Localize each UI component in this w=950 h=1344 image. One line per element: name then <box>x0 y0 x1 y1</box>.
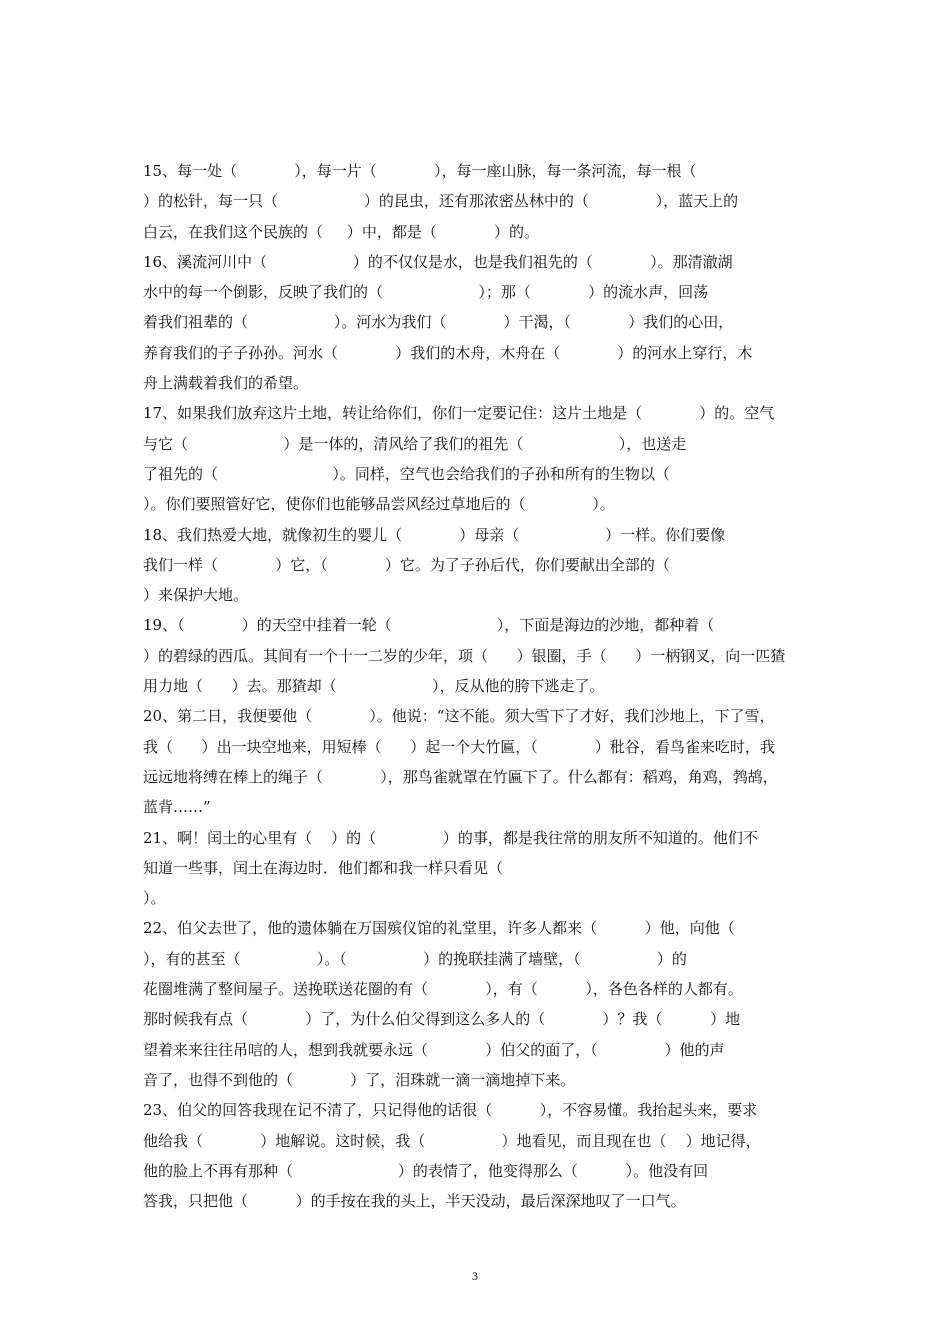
text-line: ）的碧绿的西瓜。其间有一个十一二岁的少年，项（ ）银圈，手（ ）一柄钢叉，向一匹猹 <box>143 646 786 665</box>
text-line: ）的松针，每一只（ ）的昆虫，还有那浓密丛林中的（ ），蓝天上的 <box>143 192 739 211</box>
text-line: ）。 <box>143 889 166 908</box>
document-body <box>143 156 815 1216</box>
text-line: 19、（ ）的天空中挂着一轮（ ），下面是海边的沙地，都种着（ <box>143 616 715 635</box>
text-line: 用力地（ ）去。那猹却（ ），反从他的胯下逃走了。 <box>143 677 605 696</box>
text-line: 白云，在我们这个民族的（ ）中，都是（ ）的。 <box>143 222 540 241</box>
text-line: 与它（ ）是一体的，清风给了我们的祖先（ ），也送走 <box>143 434 687 453</box>
text-line: 了祖先的（ ）。同样，空气也会给我们的子孙和所有的生物以（ <box>143 464 670 483</box>
text-line: 18、我们热爱大地，就像初生的婴儿（ ）母亲（ ）一样。你们要像 <box>143 525 726 544</box>
text-line: ），有的甚至（ ）。（ ）的挽联挂满了墙壁，（ ）的 <box>143 949 687 968</box>
text-line: 养育我们的子子孙孙。河水（ ）我们的木舟，木舟在（ ）的河水上穿行，木 <box>143 343 753 362</box>
text-line: 着我们祖辈的（ ）。河水为我们（ ）干渴，（ ）我们的心田， <box>143 313 734 332</box>
text-line: 我（ ）出一块空地来，用短棒（ ）起一个大竹匾，（ ）秕谷，看鸟雀来吃时，我 <box>143 737 775 756</box>
text-line: 17、如果我们放弃这片土地，转让给你们，你们一定要记住：这片土地是（ ）的。空气 <box>143 404 775 423</box>
text-line: 16、溪流河川中（ ）的不仅仅是水，也是我们祖先的（ ）。那清澈湖 <box>143 252 733 271</box>
text-line: 他的脸上不再有那种（ ）的表情了，他变得那么（ ）。他没有回 <box>143 1161 709 1180</box>
text-line: 望着来来往往吊唁的人，想到我就要永远（ ）伯父的面了，（ ）他的声 <box>143 1040 725 1059</box>
text-line: 花圈堆满了整间屋子。送挽联送花圈的有（ ），有（ ），各色各样的人都有。 <box>143 980 743 999</box>
page-number: 3 <box>472 1269 478 1283</box>
text-line: 知道一些事，闰土在海边时．他们都和我一样只看见（ <box>143 858 504 877</box>
text-line: 答我，只把他（ ）的手按在我的头上，半天没动，最后深深地叹了一口气。 <box>143 1192 686 1211</box>
text-line: 蓝背……” <box>143 798 211 817</box>
text-line: 水中的每一个倒影，反映了我们的（ ）；那（ ）的流水声，回荡 <box>143 283 709 302</box>
text-line: 那时候我有点（ ）了，为什么伯父得到这么多人的（ ）？我（ ）地 <box>143 1010 741 1029</box>
text-line: 21、啊！闰土的心里有（ ）的（ ）的事，都是我往常的朋友所不知道的。他们不 <box>143 828 758 847</box>
text-line: 15、每一处（ ），每一片（ ），每一座山脉，每一条河流，每一根（ <box>143 162 697 180</box>
text-line: 远远地将缚在棒上的绳子（ ），那鸟雀就罩在竹匾下了。什么都有：稻鸡，角鸡，鹁鸪， <box>143 767 778 786</box>
text-line: ）。你们要照管好它，使你们也能够品尝风经过草地后的（ ）。 <box>143 495 615 514</box>
text-line: 20、第二日，我便要他（ ）。他说：“这不能。须大雪下了才好，我们沙地上，下了雪， <box>143 707 775 726</box>
text-line: ）来保护大地。 <box>143 586 249 605</box>
text-line: 音了，也得不到他的（ ）了，泪珠就一滴一滴地掉下来。 <box>143 1070 576 1089</box>
text-line: 舟上满载着我们的希望。 <box>143 374 309 393</box>
text-line: 他给我（ ）地解说。这时候，我（ ）地看见，而且现在也（ ）地记得， <box>143 1131 761 1150</box>
text-line: 我们一样（ ）它，（ ）它。为了子孙后代，你们要献出全部的（ <box>143 555 670 574</box>
text-line: 23、伯父的回答我现在记不清了，只记得他的话很（ ），不容易懂。我抬起头来，要求 <box>143 1101 758 1120</box>
text-line: 22、伯父去世了，他的遗体躺在万国殡仪馆的礼堂里，许多人都来（ ）他，向他（ <box>143 919 735 938</box>
